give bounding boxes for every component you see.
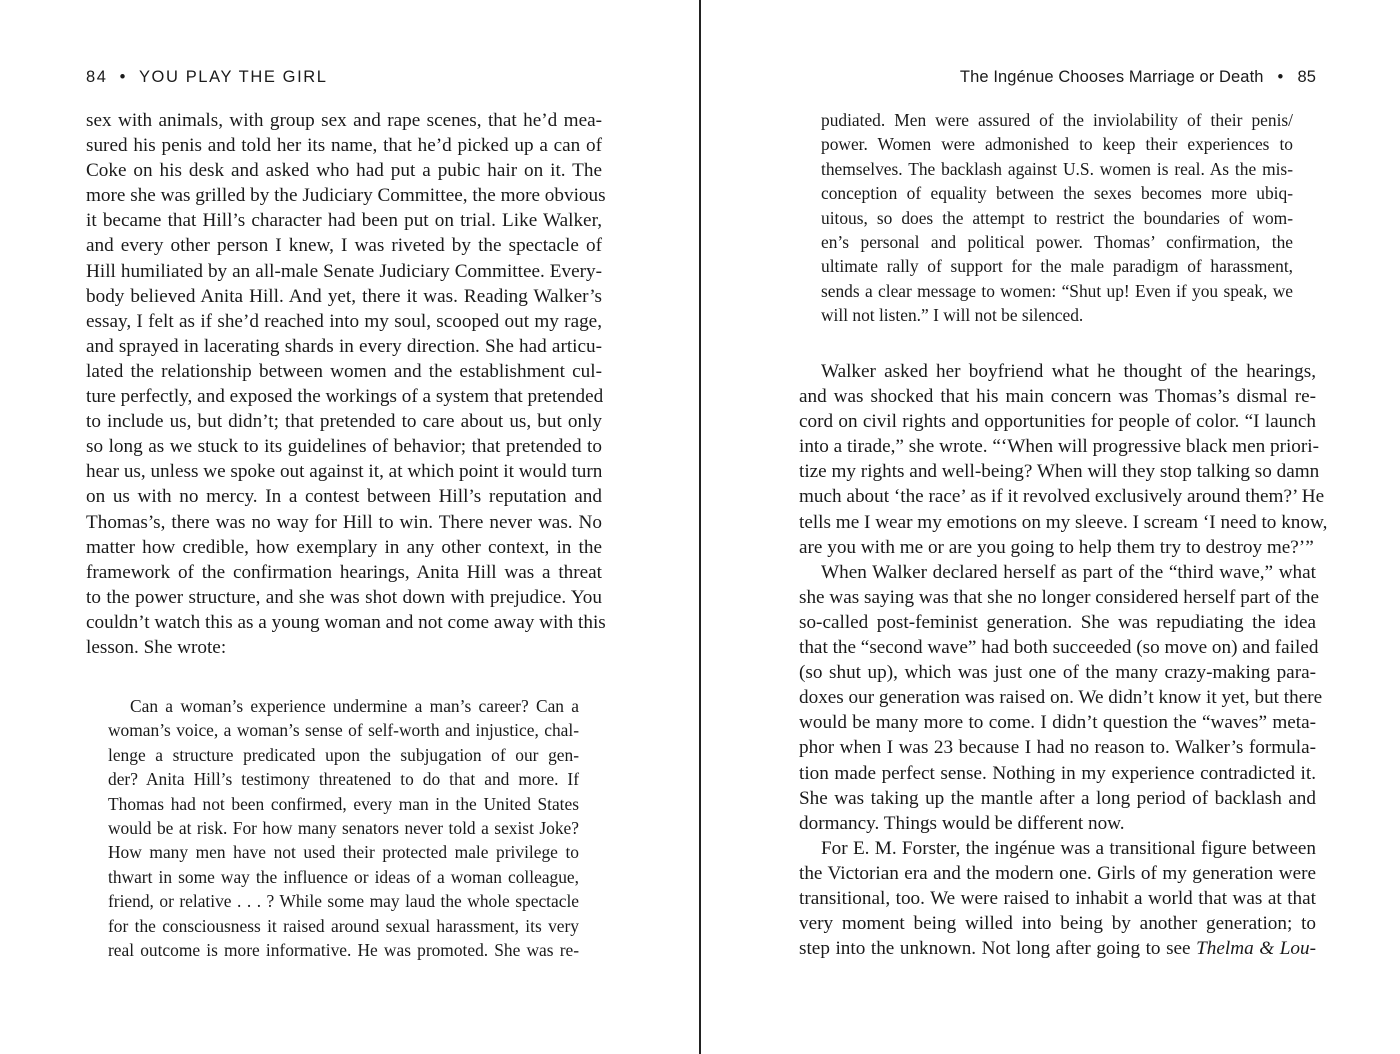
left-page-number: 84 (86, 68, 108, 86)
quote-line: en’s personal and political power. Thomas’ confirmation, the (821, 232, 1293, 253)
quote-line: thwart in some way the influence or ideas of a woman colleague, (108, 866, 579, 887)
text-line: Walker asked her boyfriend what he thought of the hearings, (821, 361, 1316, 382)
text-line: so long as we stuck to its guidelines of behavior; that pretended to (86, 436, 602, 458)
text-line: essay, I felt as if she’d reached into my soul, scooped out my rage, (86, 310, 602, 332)
text-line: to the power structure, and she was shot down with prejudice. You (86, 586, 602, 608)
text-line: the Victorian era and the modern one. Girls of my generation were (799, 862, 1316, 884)
text-fragment: step into the unknown. Not long after going to see (799, 938, 1197, 960)
text-line: on us with no mercy. In a contest between Hill’s reputation and (86, 486, 602, 508)
left-running-head (86, 66, 328, 88)
quote-line: lenge a structure predicated upon the subjugation of our gen- (108, 744, 579, 765)
text-line: doxes our generation was raised on. We didn’t know it yet, but there (799, 687, 1323, 709)
text-line: ture perfectly, and exposed the workings of a system that pretended (86, 386, 604, 408)
left-page (0, 0, 699, 1054)
right-page-number: 85 (1297, 68, 1316, 86)
text-line: couldn’t watch this as a young woman and not come away with this (86, 611, 606, 633)
text-line: lesson. She wrote: (86, 636, 227, 658)
text-line: tion made perfect sense. Nothing in my experience contradicted it. (799, 762, 1316, 784)
quote-line: sends a clear message to women: “Shut up! Even if you speak, we (821, 280, 1293, 301)
right-page (701, 0, 1400, 1054)
text-line: it became that Hill’s character had been put on trial. Like Walker, (86, 210, 602, 232)
text-line: framework of the confirmation hearings, Anita Hill was a threat (86, 561, 602, 583)
text-line: dormancy. Things would be different now. (799, 812, 1125, 834)
text-line: tize my rights and well-being? When will they stop talking so damn (799, 461, 1320, 483)
quote-line: would be at risk. For how many senators never told a sexist Joke? (108, 818, 579, 839)
book-title: YOU PLAY THE GIRL (138, 68, 328, 86)
quote-line: power. Women were admonished to keep their experiences to (821, 134, 1293, 155)
text-line: and sprayed in lacerating shards in every direction. She had articu- (86, 335, 602, 357)
quote-line: Thomas had not been confirmed, every man in the United States (108, 793, 579, 814)
text-line: would be many more to come. I didn’t question the “waves” meta- (799, 712, 1316, 734)
text-line: Hill humiliated by an all-male Senate Judiciary Committee. Every- (86, 260, 602, 282)
quote-line: ultimate rally of support for the male paradigm of harassment, (821, 256, 1293, 277)
text-line: are you with me or are you going to help them try to destroy me?’” (799, 536, 1314, 558)
chapter-title: The Ingénue Chooses Marriage or Death (959, 68, 1264, 86)
right-block-quote (821, 108, 1293, 328)
text-line: sured his penis and told her its name, that he’d picked up a can of (86, 135, 602, 157)
text-line: and every other person I knew, I was riveted by the spectacle of (86, 235, 602, 257)
quote-line: How many men have not used their protected male privilege to (108, 842, 579, 863)
text-line: very moment being willed into being by another generation; to (799, 913, 1316, 935)
right-header-bullet: • (1277, 68, 1284, 86)
text-line: sex with animals, with group sex and rape scenes, that he’d mea- (86, 110, 602, 131)
text-line: so-called post-feminist generation. She was repudiating the idea (799, 611, 1316, 633)
quote-line: for the consciousness it raised around sexual harassment, its very (108, 915, 579, 936)
text-line: she was saying was that she no longer considered herself part of the (799, 586, 1320, 608)
left-block-quote (108, 694, 579, 962)
film-title-italic: Thelma & Lou- (1196, 938, 1316, 960)
text-line-last (799, 936, 1316, 961)
text-line: hear us, unless we spoke out against it, at which point it would turn (86, 461, 603, 483)
text-line: transitional, too. We were raised to inhabit a world that was at that (799, 887, 1316, 909)
right-body-text (799, 359, 1328, 961)
text-line: more she was grilled by the Judiciary Committee, the more obvious (86, 185, 606, 207)
text-line: matter how credible, how exemplary in any other context, in the (86, 536, 602, 558)
quote-line: conception of equality between the sexes becomes more ubiq- (821, 183, 1293, 204)
quote-line: der? Anita Hill’s testimony threatened to do that and more. If (108, 769, 579, 790)
text-line: body believed Anita Hill. And yet, there it was. Reading Walker’s (86, 285, 602, 307)
text-line: (so shut up), which was just one of the many crazy-making para- (799, 662, 1316, 684)
quote-line: will not listen.” I will not be silenced. (821, 305, 1084, 326)
quote-line: Can a woman’s experience undermine a man’s career? Can a (130, 696, 579, 716)
text-line: When Walker declared herself as part of the “third wave,” what (821, 561, 1316, 583)
quote-line: themselves. The backlash against U.S. women is real. As the mis- (821, 158, 1293, 179)
quote-line: real outcome is more informative. He was promoted. She was re- (108, 940, 579, 961)
text-line: into a tirade,” she wrote. “‘When will progressive black men priori- (799, 436, 1320, 458)
left-header-bullet: • (119, 68, 127, 86)
right-running-head (960, 66, 1316, 88)
text-line: lated the relationship between women and the establishment cul- (86, 360, 602, 382)
text-line: phor when I was 23 because I had no reason to. Walker’s formula- (799, 737, 1316, 759)
quote-line: woman’s voice, a woman’s sense of self-worth and injustice, chal- (108, 720, 579, 741)
text-line: Thomas’s, there was no way for Hill to win. There never was. No (86, 511, 602, 533)
text-line: Coke on his desk and asked who had put a pubic hair on it. The (86, 160, 602, 182)
text-line: cord on civil rights and opportunities for people of color. “I launch (799, 411, 1316, 433)
text-line: much about ‘the race’ as if it revolved exclusively around them?’ He (799, 486, 1325, 508)
text-line: to include us, but didn’t; that pretended to care about us, but only (86, 411, 602, 433)
text-line: and was shocked that his main concern was Thomas’s dismal re- (799, 386, 1316, 408)
quote-line: uitous, so does the attempt to restrict the boundaries of wom- (821, 207, 1293, 228)
left-body-text (86, 108, 606, 660)
text-line: She was taking up the mantle after a long period of backlash and (799, 787, 1316, 809)
quote-line: pudiated. Men were assured of the inviolability of their penis/ (821, 110, 1293, 130)
quote-line: friend, or relative . . . ? While some may laud the whole spectacle (108, 891, 579, 912)
text-line: tells me I wear my emotions on my sleeve. I scream ‘I need to know, (799, 511, 1328, 533)
text-line: For E. M. Forster, the ingénue was a transitional figure between (821, 837, 1316, 859)
text-line: that the “second wave” had both succeeded (so move on) and failed (799, 637, 1319, 659)
